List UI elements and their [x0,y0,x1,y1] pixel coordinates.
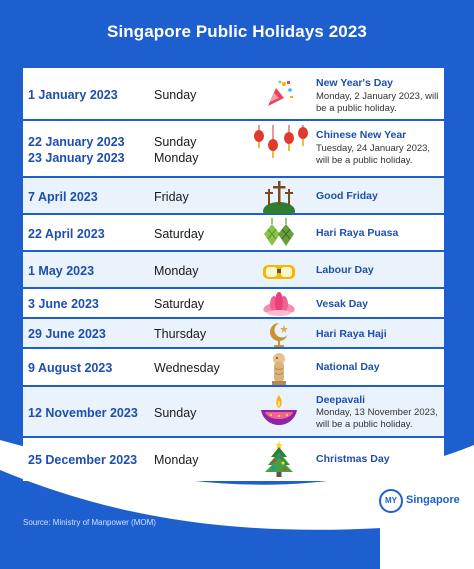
holiday-name: Chinese New Year [316,129,407,141]
table-row [23,252,444,289]
lotus-icon [262,290,296,318]
christmas-tree-icon [262,440,296,478]
table-row [23,319,444,349]
holiday-note: Tuesday, 24 January 2023, will be a public holiday. [316,143,431,166]
holiday-table [23,68,444,481]
holiday-weekday: Monday [154,453,199,467]
holiday-name: New Year's Day [316,77,394,89]
holiday-date: 9 August 2023 [28,361,113,375]
lanterns-icon [251,125,311,161]
holiday-date: 1 January 2023 [28,88,118,102]
table-row [23,289,444,319]
holiday-weekday: Saturday [154,227,205,241]
holiday-weekday: Wednesday [154,361,220,375]
logo-text: Singapore [406,494,460,506]
source-caption: Source: Ministry of Manpower (MOM) [23,518,156,527]
holiday-name: Good Friday [316,190,378,202]
logo-badge: MY [379,489,403,513]
holiday-name: Deepavali [316,394,366,406]
holiday-date: 22 January 2023 [28,135,125,149]
holiday-name: Hari Raya Haji [316,328,387,340]
ketupat-icon [262,218,296,250]
holiday-date: 3 June 2023 [28,297,99,311]
holiday-weekday: Thursday [154,327,207,341]
holiday-name: Vesak Day [316,298,368,310]
diya-lamp-icon [259,393,299,429]
holiday-weekday: Monday [154,151,199,165]
holiday-date: 25 December 2023 [28,453,138,467]
table-row [23,215,444,252]
holiday-name: National Day [316,361,380,373]
holiday-date: 22 April 2023 [28,227,105,241]
table-row [23,438,444,481]
table-row [23,68,444,121]
holiday-note: Monday, 13 November 2023, will be a public holiday. [316,407,438,430]
holiday-name: Christmas Day [316,453,390,465]
holiday-weekday: Saturday [154,297,205,311]
holiday-weekday: Sunday [154,135,197,149]
holiday-weekday: Friday [154,190,189,204]
table-row [23,178,444,215]
holiday-date: 23 January 2023 [28,151,125,165]
table-row [23,387,444,438]
safety-goggles-icon [262,255,296,287]
holiday-weekday: Monday [154,264,199,278]
party-popper-icon [262,78,296,110]
my-singapore-logo [379,489,459,513]
holiday-date: 12 November 2023 [28,406,138,420]
table-row [23,349,444,387]
merlion-icon [262,350,296,386]
table-row [23,121,444,178]
holiday-note: Monday, 2 January 2023, will be a public holiday. [316,91,439,114]
holiday-date: 29 June 2023 [28,327,106,341]
holiday-name: Hari Raya Puasa [316,227,399,239]
holiday-date: 1 May 2023 [28,264,95,278]
page-title: Singapore Public Holidays 2023 [107,22,367,41]
holiday-weekday: Sunday [154,88,197,102]
crescent-star-icon [262,320,296,348]
holiday-name: Labour Day [316,264,374,276]
holiday-weekday: Sunday [154,406,197,420]
holiday-date: 7 April 2023 [28,190,98,204]
crosses-icon [262,178,296,214]
